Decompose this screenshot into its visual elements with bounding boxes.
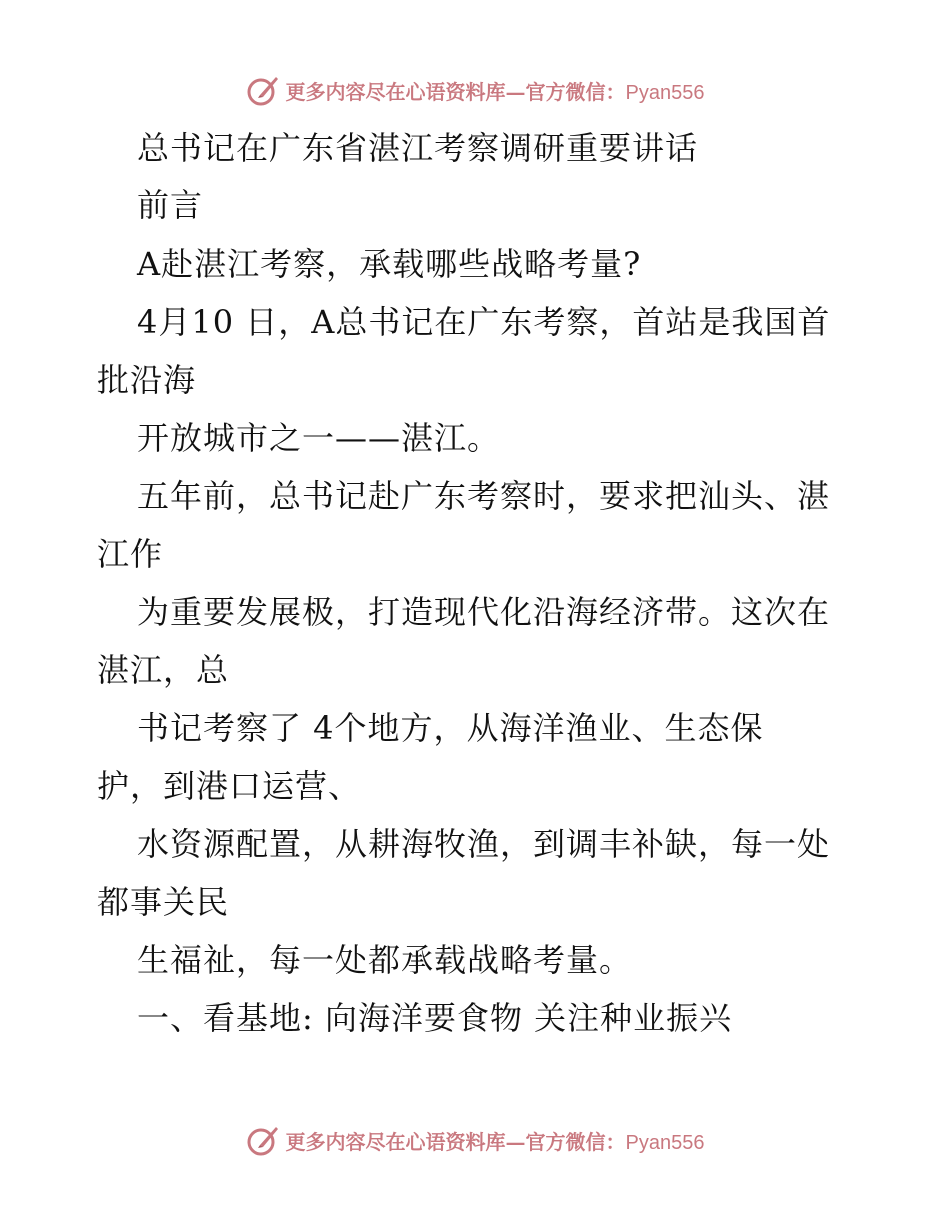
document-title: 总书记在广东省湛江考察调研重要讲话 [137,129,699,167]
watermark-text: 更多内容尽在心语资料库—官方微信：Pyan556 [285,1129,705,1154]
subtitle-question: A赴湛江考察，承载哪些战略考量? [137,245,642,283]
header-watermark [0,70,950,110]
paragraph-line: 五年前，总书记赴广东考察时，要求把汕头、湛 [137,477,831,515]
paragraph-line: 开放城市之一——湛江。 [137,419,501,457]
quill-pen-circle-icon [246,73,280,107]
paragraph-line: 生福祉，每一处都承载战略考量。 [137,941,633,979]
paragraph-line: 4月10 日，A总书记在广东考察，首站是我国首 [137,303,831,341]
paragraph-line: 为重要发展极，打造现代化沿海经济带。这次在 [137,593,831,631]
paragraph-line: 都事关民 [97,883,230,921]
paragraph-line: 江作 [97,535,164,573]
paragraph-line: 水资源配置，从耕海牧渔，到调丰补缺，每一处 [137,825,831,863]
section-heading-preface: 前言 [137,186,204,224]
paragraph-line: 书记考察了 4个地方，从海洋渔业、生态保 [137,709,764,747]
paragraph-line: 护，到港口运营、 [97,767,362,805]
paragraph-line: 湛江，总 [97,651,230,689]
quill-pen-circle-icon [246,1123,280,1157]
section-heading-one: 一、看基地: 向海洋要食物 关注种业振兴 [137,999,733,1037]
footer-watermark [0,1120,950,1160]
watermark-text: 更多内容尽在心语资料库—官方微信：Pyan556 [285,79,705,104]
paragraph-line: 批沿海 [97,361,197,399]
